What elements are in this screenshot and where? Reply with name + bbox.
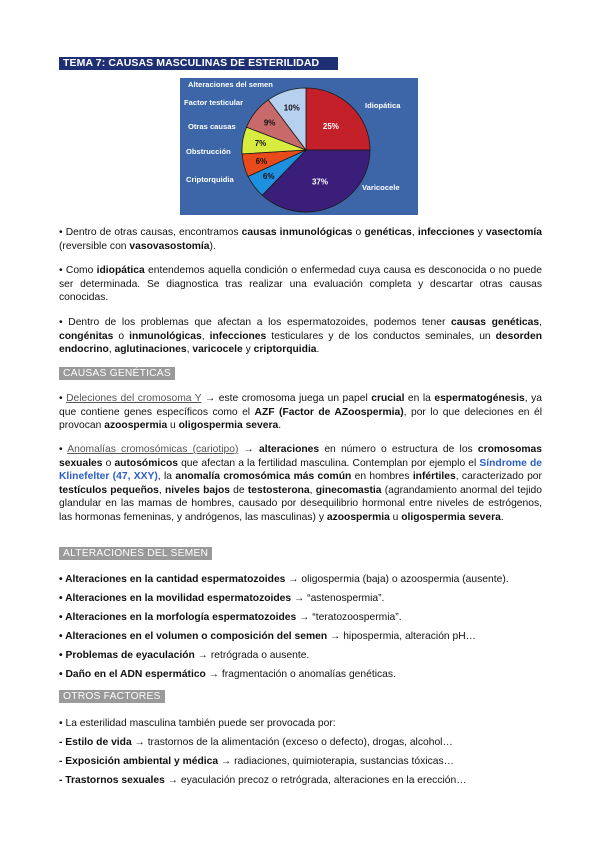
pie-data-label: 25% — [322, 121, 339, 131]
text: , — [309, 484, 316, 496]
pie-category-label: Idiopática — [365, 101, 401, 110]
text: , — [201, 330, 210, 342]
text: infecciones — [209, 330, 267, 342]
text: causas inmunológicas — [241, 227, 353, 238]
text: , — [158, 484, 165, 496]
pie-data-label: 9% — [263, 118, 276, 128]
text: → fragmentación o anomalías genéticas. — [205, 669, 396, 680]
text: desorden endocrino — [59, 330, 542, 356]
list-item — [59, 649, 309, 662]
pie-category-label: Factor testicular — [184, 98, 244, 107]
text: criptorquidia — [253, 344, 317, 356]
text: de — [229, 484, 248, 496]
text: • La esterilidad masculina también puede ser provocada por: — [59, 718, 336, 729]
text: (reversible con — [59, 240, 130, 252]
text: testosterona — [247, 484, 310, 496]
text: • — [59, 393, 67, 404]
text: inmunológicas — [129, 330, 202, 342]
text: espermatogénesis — [434, 393, 525, 404]
pie-data-label: 10% — [283, 103, 300, 113]
text: , — [108, 344, 115, 356]
text: - Estilo de vida — [59, 737, 132, 748]
text: anomalía cromosómica más común — [175, 471, 352, 483]
page-title: TEMA 7: CAUSAS MASCULINAS DE ESTERILIDAD — [59, 57, 338, 70]
text: • Daño en el ADN espermático — [59, 669, 206, 680]
text: entendemos aquella condición o enfermedad cuya causa es desconocida o no puede ser determinada. Se diagnostica tras realizar una evaluación completa y descartar otras causas conocidas. — [59, 265, 542, 304]
text: o — [352, 227, 365, 238]
text: (agrandamiento anormal del tejido glandular en las mamas de hombres, causado por desequilibrio hormonal entre niveles de estrógenos, las hormonas femeninas, y andrógenos, las masculinas) y — [59, 484, 542, 523]
list-intro — [59, 717, 336, 730]
text: - Exposición ambiental y médica — [59, 756, 219, 767]
text: vasectomía — [485, 227, 543, 238]
text: • Alteraciones en la movilidad espermatozoides — [59, 593, 292, 604]
text: azoospermia — [104, 420, 168, 432]
text: • Dentro de otras causas, encontramos — [59, 227, 242, 238]
paragraph-idiopatica — [59, 264, 542, 305]
list-item — [59, 611, 402, 624]
text: → este cromosoma juega un papel — [201, 393, 372, 404]
paragraph-deleciones — [59, 392, 542, 433]
list-item — [59, 668, 396, 681]
text: Deleciones del cromosoma Y — [66, 393, 202, 404]
text: en la — [404, 393, 435, 404]
text: infértiles — [412, 471, 456, 483]
text: , — [411, 227, 418, 238]
text: → hipospermia, alteración pH… — [327, 631, 476, 642]
text: Anomalías cromosómicas (cariotipo) — [67, 444, 239, 455]
text: → trastornos de la alimentación (exceso o defecto), drogas, alcohol… — [131, 737, 453, 748]
pie-data-label: 37% — [311, 177, 329, 187]
pie-slice — [306, 88, 370, 150]
text: oligospermia severa — [178, 420, 279, 432]
text: u — [167, 420, 179, 432]
section-heading-alteraciones-semen: ALTERACIONES DEL SEMEN — [59, 547, 212, 560]
text: azoospermia — [326, 511, 390, 523]
text: • Como — [59, 265, 97, 276]
text: , la — [157, 471, 176, 483]
text: testiculares y de los conductos seminales, un — [266, 330, 496, 342]
text: cromosomas sexuales — [59, 444, 542, 469]
text: , caracterizado por — [455, 471, 542, 483]
text: → “teratozoospermia”. — [296, 612, 402, 623]
pie-category-label: Obstrucción — [186, 147, 231, 156]
text: • — [59, 444, 68, 455]
text: en hombres — [351, 471, 413, 483]
text: → radiaciones, quimioterapia, sustancias tóxicas… — [218, 756, 454, 767]
text: oligospermia severa — [401, 511, 501, 523]
text: u — [389, 511, 402, 523]
text: en número o estructura de los — [319, 444, 478, 455]
text: . — [278, 420, 282, 432]
paragraph-otras-causas — [59, 226, 542, 253]
text: → eyaculación precoz o retrógrada, alteraciones en la erección… — [164, 775, 467, 786]
text: → retrógrada o ausente. — [194, 650, 310, 661]
text: • Alteraciones en la morfología espermatozoides — [59, 612, 297, 623]
text: testículos pequeños — [59, 484, 159, 496]
text: causas genéticas — [451, 317, 540, 328]
text: genéticas — [364, 227, 412, 238]
list-item — [59, 592, 384, 605]
pie-category-label: Varicocele — [362, 183, 400, 192]
text: . — [316, 344, 320, 356]
text: idiopática — [96, 265, 145, 276]
text: o — [113, 330, 130, 342]
paragraph-problemas — [59, 316, 542, 357]
pie-category-label: Otras causas — [188, 122, 236, 131]
section-heading-otros-factores: OTROS FACTORES — [59, 690, 165, 703]
text: niveles bajos — [164, 484, 230, 496]
list-item — [59, 736, 453, 749]
text: , — [539, 317, 542, 328]
text: - Trastornos sexuales — [59, 775, 165, 786]
pie-data-label: 6% — [262, 172, 275, 182]
list-item — [59, 755, 454, 768]
text: Síndrome de Klinefelter (47, XXY) — [59, 457, 542, 483]
text: ginecomastia — [315, 484, 382, 496]
paragraph-anomalias — [59, 443, 542, 525]
text: , — [186, 344, 193, 356]
text: → “astenospermia”. — [291, 593, 385, 604]
list-item — [59, 573, 509, 586]
text: • Alteraciones en el volumen o composición del semen — [59, 631, 328, 642]
list-item — [59, 774, 467, 787]
text: alteraciones — [259, 444, 320, 455]
text: aglutinaciones — [114, 344, 187, 356]
text: → oligospermia (baja) o azoospermia (ausente). — [285, 574, 509, 585]
text: varicocele — [192, 344, 243, 356]
text: AZF (Factor de AZoospermia) — [254, 406, 404, 418]
text: , ya que contiene genes específicos como el — [59, 393, 542, 418]
text: , por lo que deleciones en él provocan — [59, 406, 542, 432]
pie-chart — [180, 78, 418, 215]
pie-chart-svg — [180, 78, 418, 215]
list-item — [59, 630, 476, 643]
pie-data-label: 7% — [254, 139, 267, 148]
text: y — [474, 227, 486, 238]
text: . — [500, 511, 504, 523]
text: autosómicos — [114, 457, 178, 469]
pie-data-label: 6% — [255, 157, 268, 167]
text: infecciones — [417, 227, 475, 238]
text: → — [238, 444, 260, 455]
text: vasovasostomía — [129, 240, 210, 252]
text: y — [242, 344, 254, 356]
text: • Problemas de eyaculación — [59, 650, 195, 661]
pie-category-label: Criptorquidia — [186, 175, 234, 184]
text: • Dentro de los problemas que afectan a los espermatozoides, podemos tener — [59, 317, 452, 328]
pie-category-label: Alteraciones del semen — [188, 80, 273, 89]
text: que afectan a la fertilidad masculina. Contemplan por ejemplo el — [177, 457, 480, 469]
text: ). — [209, 240, 216, 252]
text: congénitas — [59, 330, 114, 342]
text: • Alteraciones en la cantidad espermatozoides — [59, 574, 286, 585]
section-heading-causas-geneticas: CAUSAS GENÉTICAS — [59, 367, 175, 380]
text: o — [102, 457, 115, 469]
text: crucial — [371, 393, 405, 404]
